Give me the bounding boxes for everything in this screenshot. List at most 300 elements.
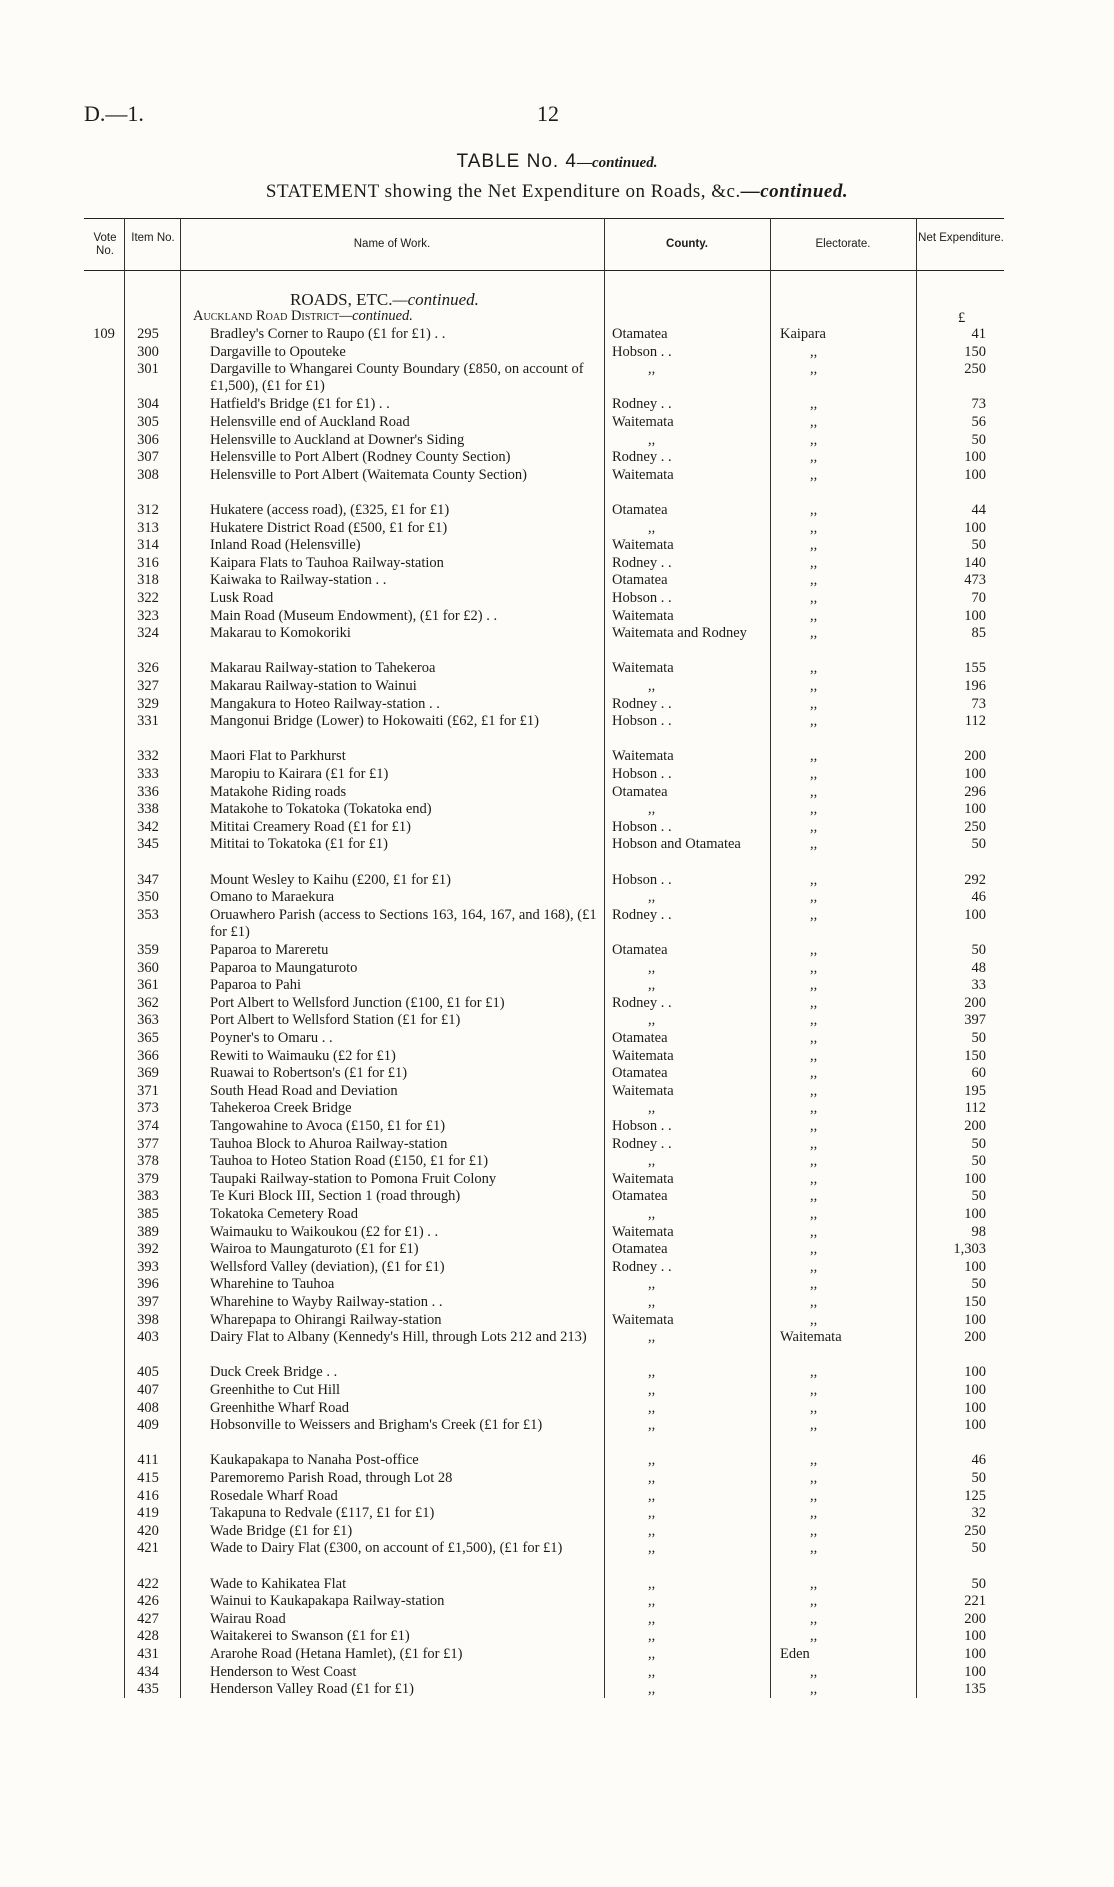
county-cell: Hobson . . xyxy=(612,343,672,360)
net-expenditure: 50 xyxy=(971,431,986,448)
electorate-cell: ,, xyxy=(810,1522,818,1539)
item-number: 427 xyxy=(137,1610,159,1627)
county-cell: ,, xyxy=(648,977,656,994)
electorate-cell: ,, xyxy=(810,1382,818,1398)
net-expenditure: 100 xyxy=(964,1646,986,1662)
item-number: 304 xyxy=(137,396,159,413)
electorate-cell: ,, xyxy=(810,766,818,782)
electorate-cell: ,, xyxy=(810,590,818,606)
work-name: Poyner's to Omaru . . xyxy=(210,1030,333,1046)
item-number: 383 xyxy=(137,1188,159,1205)
net-expenditure: 250 xyxy=(964,818,986,835)
net-expenditure: 56 xyxy=(971,414,986,430)
net-expenditure: 46 xyxy=(971,889,986,906)
net-expenditure: 125 xyxy=(964,1487,986,1504)
net-expenditure: 100 xyxy=(964,449,986,466)
net-expenditure: 155 xyxy=(964,660,986,677)
electorate-cell: ,, xyxy=(810,942,818,958)
net-expenditure: 50 xyxy=(971,537,986,554)
item-number: 405 xyxy=(137,1364,159,1381)
net-expenditure: 50 xyxy=(971,1188,986,1205)
document-reference: D.—1. xyxy=(84,101,144,126)
electorate-cell: ,, xyxy=(810,572,818,589)
item-number: 360 xyxy=(137,959,159,976)
work-name: Hukatere District Road (£500, £1 for £1) xyxy=(210,519,448,536)
electorate-cell: ,, xyxy=(810,1575,818,1592)
work-name: Makarau Railway-station to Tahekeroa xyxy=(210,660,436,677)
electorate-cell: ,, xyxy=(810,1118,818,1134)
work-name: Tauhoa to Hoteo Station Road (£150, £1 for £1) xyxy=(210,1153,489,1170)
county-cell: Otamatea xyxy=(612,1030,668,1046)
net-expenditure: 50 xyxy=(971,1470,986,1486)
work-name: Wharehine to Wayby Railway-station . . xyxy=(210,1294,443,1310)
county-cell: ,, xyxy=(648,1593,656,1610)
net-expenditure: 100 xyxy=(964,1311,986,1328)
work-name: Te Kuri Block III, Section 1 (road through) xyxy=(210,1188,461,1205)
electorate-cell: ,, xyxy=(810,1030,818,1046)
work-name: Dargaville to Opouteke xyxy=(210,343,346,360)
county-cell: Rodney . . xyxy=(612,994,672,1011)
work-name: Henderson Valley Road (£1 for £1) xyxy=(210,1681,414,1698)
item-number: 361 xyxy=(137,977,159,994)
electorate-cell: ,, xyxy=(810,1399,818,1416)
net-expenditure: 100 xyxy=(964,906,986,923)
electorate-cell: ,, xyxy=(810,414,818,430)
electorate-cell: ,, xyxy=(810,678,818,694)
net-expenditure: 221 xyxy=(964,1593,986,1610)
district-heading xyxy=(193,308,413,325)
work-name: Waimauku to Waikoukou (£2 for £1) . . xyxy=(210,1223,439,1240)
county-cell: Otamatea xyxy=(612,572,668,589)
electorate-cell: ,, xyxy=(810,1452,818,1469)
electorate-cell: Kaipara xyxy=(780,326,826,342)
work-name: Rosedale Wharf Road xyxy=(210,1487,338,1504)
net-expenditure: 100 xyxy=(964,1628,986,1645)
work-name: Helensville end of Auckland Road xyxy=(210,414,410,430)
item-number: 295 xyxy=(137,326,159,342)
electorate-cell: ,, xyxy=(810,818,818,835)
county-cell: Waitemata xyxy=(612,466,674,483)
county-cell: ,, xyxy=(648,1681,656,1698)
net-expenditure: 250 xyxy=(964,1522,986,1539)
net-expenditure: 100 xyxy=(964,766,986,782)
electorate-cell: ,, xyxy=(810,660,818,677)
header-electorate: Electorate. xyxy=(815,238,871,250)
electorate-cell: ,, xyxy=(810,1188,818,1205)
item-number: 362 xyxy=(137,994,159,1011)
county-cell: ,, xyxy=(648,959,656,976)
item-number: 393 xyxy=(137,1258,159,1275)
net-expenditure: 112 xyxy=(964,1100,986,1117)
county-cell: ,, xyxy=(648,1364,656,1381)
header-name: Name of Work. xyxy=(353,238,431,250)
item-number: 422 xyxy=(137,1575,159,1592)
net-expenditure: 100 xyxy=(964,1206,986,1222)
net-expenditure: 44 xyxy=(971,502,986,518)
item-number: 434 xyxy=(137,1663,159,1680)
header-vote: Vote No. xyxy=(93,232,117,257)
net-expenditure: 200 xyxy=(964,748,986,765)
electorate-cell: ,, xyxy=(810,1487,818,1504)
electorate-cell: ,, xyxy=(810,871,818,888)
item-number: 366 xyxy=(137,1047,159,1064)
county-cell: Otamatea xyxy=(612,1241,668,1258)
county-cell: ,, xyxy=(648,1153,656,1170)
electorate-cell: ,, xyxy=(810,1153,818,1170)
work-name: Lusk Road xyxy=(210,590,274,606)
header-county: County. xyxy=(666,238,708,250)
county-cell: Otamatea xyxy=(612,502,668,518)
net-expenditure: 50 xyxy=(971,1575,986,1592)
county-cell: ,, xyxy=(648,1470,656,1486)
work-name: Paparoa to Maungaturoto xyxy=(210,959,358,976)
item-number: 308 xyxy=(137,466,159,483)
item-number: 338 xyxy=(137,801,159,818)
work-name: Wairoa to Maungaturoto (£1 for £1) xyxy=(210,1241,419,1258)
item-number: 324 xyxy=(137,625,159,642)
work-name: Wairau Road xyxy=(210,1610,286,1627)
electorate-cell: ,, xyxy=(810,1417,818,1434)
item-number: 316 xyxy=(137,554,159,571)
work-name: Mangakura to Hoteo Railway-station . . xyxy=(210,695,440,712)
work-name: Helensville to Port Albert (Waitemata County Section) xyxy=(210,466,527,483)
work-name: Wellsford Valley (deviation), (£1 for £1) xyxy=(210,1258,445,1275)
net-expenditure: 100 xyxy=(964,1663,986,1680)
item-number: 313 xyxy=(137,519,159,536)
header-bottom-rule xyxy=(84,270,1004,271)
item-number: 411 xyxy=(137,1452,159,1469)
electorate-cell: ,, xyxy=(810,449,818,466)
county-cell: ,, xyxy=(648,678,656,694)
item-number: 374 xyxy=(137,1118,159,1134)
net-expenditure: 100 xyxy=(964,1258,986,1275)
county-cell: ,, xyxy=(648,1452,656,1469)
county-cell: ,, xyxy=(648,1399,656,1416)
net-expenditure: 150 xyxy=(964,1294,986,1310)
electorate-cell: ,, xyxy=(810,537,818,554)
county-cell: ,, xyxy=(648,1663,656,1680)
net-expenditure: 150 xyxy=(964,1047,986,1064)
item-number: 365 xyxy=(137,1030,159,1046)
electorate-cell: ,, xyxy=(810,1047,818,1064)
work-name: Ararohe Road (Hetana Hamlet), (£1 for £1) xyxy=(210,1646,463,1662)
net-expenditure: 33 xyxy=(971,977,986,994)
item-number: 306 xyxy=(137,431,159,448)
net-expenditure: 292 xyxy=(964,871,986,888)
item-number: 345 xyxy=(137,836,159,853)
item-number: 409 xyxy=(137,1417,159,1434)
county-cell: ,, xyxy=(648,1206,656,1222)
district-name: Auckland Road District xyxy=(193,308,340,324)
electorate-cell: ,, xyxy=(810,519,818,536)
statement-title xyxy=(0,181,1114,203)
item-number: 416 xyxy=(137,1487,159,1504)
electorate-cell: ,, xyxy=(810,1681,818,1698)
electorate-cell: ,, xyxy=(810,1628,818,1645)
county-cell: Waitemata xyxy=(612,660,674,677)
county-cell: ,, xyxy=(648,519,656,536)
work-name: Kaiwaka to Railway-station . . xyxy=(210,572,387,589)
column-divider-item xyxy=(180,218,181,1698)
work-name: Paparoa to Pahi xyxy=(210,977,302,994)
work-name: Takapuna to Redvale (£117, £1 for £1) xyxy=(210,1505,435,1522)
work-name: Kaipara Flats to Tauhoa Railway-station xyxy=(210,554,444,571)
vote-cell: 109 xyxy=(93,326,115,342)
county-cell: Waitemata xyxy=(612,1082,674,1099)
electorate-cell: ,, xyxy=(810,1258,818,1275)
electorate-cell: ,, xyxy=(810,748,818,765)
net-expenditure: 200 xyxy=(964,1329,986,1346)
work-name: Tokatoka Cemetery Road xyxy=(210,1206,358,1222)
item-number: 421 xyxy=(137,1540,159,1557)
county-cell: Otamatea xyxy=(612,1188,668,1205)
county-cell: ,, xyxy=(648,1522,656,1539)
page-number: 12 xyxy=(537,101,559,126)
net-expenditure: 50 xyxy=(971,942,986,958)
electorate-cell: ,, xyxy=(810,713,818,730)
net-expenditure: 150 xyxy=(964,343,986,360)
item-number: 318 xyxy=(137,572,159,589)
net-expenditure: 140 xyxy=(964,554,986,571)
statement-suffix: —continued. xyxy=(740,181,849,202)
net-expenditure: 112 xyxy=(964,713,986,730)
work-name: Helensville to Port Albert (Rodney County Section) xyxy=(210,449,511,466)
county-cell: ,, xyxy=(648,361,656,378)
item-number: 407 xyxy=(137,1382,159,1398)
item-number: 322 xyxy=(137,590,159,606)
electorate-cell: ,, xyxy=(810,1593,818,1610)
county-cell: Hobson . . xyxy=(612,871,672,888)
table-title xyxy=(0,151,1114,173)
work-name: Paremoremo Parish Road, through Lot 28 xyxy=(210,1470,453,1486)
item-number: 329 xyxy=(137,695,159,712)
work-name: Mititai to Tokatoka (£1 for £1) xyxy=(210,836,388,853)
electorate-cell: ,, xyxy=(810,1276,818,1293)
net-expenditure: 50 xyxy=(971,1276,986,1293)
electorate-cell: ,, xyxy=(810,977,818,994)
work-name: Port Albert to Wellsford Station (£1 for £1) xyxy=(210,1012,461,1029)
electorate-cell: ,, xyxy=(810,607,818,624)
work-name: Matakohe Riding roads xyxy=(210,783,347,800)
county-cell: Otamatea xyxy=(612,783,668,800)
county-cell: Waitemata xyxy=(612,1047,674,1064)
work-name: Maori Flat to Parkhurst xyxy=(210,748,346,765)
county-cell: Waitemata xyxy=(612,414,674,430)
item-number: 332 xyxy=(137,748,159,765)
item-number: 373 xyxy=(137,1100,159,1117)
electorate-cell: ,, xyxy=(810,1311,818,1328)
header-net: Net Expenditure. xyxy=(918,232,1004,244)
item-number: 396 xyxy=(137,1276,159,1293)
item-number: 398 xyxy=(137,1311,159,1328)
item-number: 415 xyxy=(137,1470,159,1486)
electorate-cell: ,, xyxy=(810,1170,818,1187)
work-name: Hukatere (access road), (£325, £1 for £1) xyxy=(210,502,450,518)
work-name: Tahekeroa Creek Bridge xyxy=(210,1100,352,1117)
county-cell: Hobson . . xyxy=(612,590,672,606)
net-expenditure: 473 xyxy=(964,572,986,589)
electorate-cell: ,, xyxy=(810,1206,818,1222)
electorate-cell: ,, xyxy=(810,1100,818,1117)
electorate-cell: ,, xyxy=(810,1065,818,1082)
work-name: Greenhithe Wharf Road xyxy=(210,1399,350,1416)
net-expenditure: 50 xyxy=(971,836,986,853)
net-expenditure: 70 xyxy=(971,590,986,606)
statement-text: STATEMENT showing the Net Expenditure on Roads, &c. xyxy=(265,181,741,202)
electorate-cell: ,, xyxy=(810,554,818,571)
county-cell: ,, xyxy=(648,431,656,448)
section-heading-text: ROADS, ETC. xyxy=(290,290,393,309)
electorate-cell: ,, xyxy=(810,906,818,923)
county-cell: Hobson . . xyxy=(612,766,672,782)
work-name: Tangowahine to Avoca (£150, £1 for £1) xyxy=(210,1118,446,1134)
work-name: Hatfield's Bridge (£1 for £1) . . xyxy=(210,396,390,413)
county-cell: Rodney . . xyxy=(612,554,672,571)
electorate-cell: ,, xyxy=(810,959,818,976)
electorate-cell: Waitemata xyxy=(780,1329,842,1346)
county-cell: Hobson and Otamatea xyxy=(612,836,741,853)
electorate-cell: ,, xyxy=(810,431,818,448)
item-number: 419 xyxy=(137,1505,159,1522)
electorate-cell: ,, xyxy=(810,396,818,413)
county-cell: ,, xyxy=(648,889,656,906)
electorate-cell: ,, xyxy=(810,1012,818,1029)
county-cell: Waitemata xyxy=(612,748,674,765)
work-name: Helensville to Auckland at Downer's Siding xyxy=(210,431,465,448)
county-cell: Waitemata and Rodney xyxy=(612,625,747,642)
net-expenditure: 100 xyxy=(964,1399,986,1416)
electorate-cell: ,, xyxy=(810,361,818,378)
item-number: 379 xyxy=(137,1170,159,1187)
county-cell: ,, xyxy=(648,1417,656,1434)
work-name: Tauhoa Block to Ahuroa Railway-station xyxy=(210,1135,448,1152)
item-number: 420 xyxy=(137,1522,159,1539)
item-number: 392 xyxy=(137,1241,159,1258)
net-expenditure: 100 xyxy=(964,1364,986,1381)
work-name: Wharehine to Tauhoa xyxy=(210,1276,335,1293)
net-expenditure: 200 xyxy=(964,1610,986,1627)
net-expenditure: 135 xyxy=(964,1681,986,1698)
item-number: 327 xyxy=(137,678,159,694)
county-cell: ,, xyxy=(648,1628,656,1645)
county-cell: Hobson . . xyxy=(612,818,672,835)
item-number: 300 xyxy=(137,343,159,360)
county-cell: Rodney . . xyxy=(612,906,672,923)
work-name: Ruawai to Robertson's (£1 for £1) xyxy=(210,1065,408,1082)
county-cell: ,, xyxy=(648,1012,656,1029)
electorate-cell: ,, xyxy=(810,466,818,483)
county-cell: Rodney . . xyxy=(612,449,672,466)
item-number: 369 xyxy=(137,1065,159,1082)
electorate-cell: ,, xyxy=(810,1241,818,1258)
item-number: 347 xyxy=(137,871,159,888)
work-name: Makarau to Komokoriki xyxy=(210,625,351,642)
work-name: Inland Road (Helensville) xyxy=(210,537,361,554)
county-cell: ,, xyxy=(648,1487,656,1504)
item-number: 333 xyxy=(137,766,159,782)
item-number: 385 xyxy=(137,1206,159,1222)
net-expenditure: 50 xyxy=(971,1540,986,1557)
work-name: Oruawhero Parish (access to Sections 163, 164, 167, and 168), (£1 for £1) xyxy=(210,906,597,940)
county-cell: Hobson . . xyxy=(612,1118,672,1134)
electorate-cell: ,, xyxy=(810,695,818,712)
net-expenditure: 50 xyxy=(971,1153,986,1170)
currency-symbol: £ xyxy=(958,310,966,326)
work-name: Dargaville to Whangarei County Boundary (£850, on account of £1,500), (£1 for £1) xyxy=(210,361,584,395)
item-number: 428 xyxy=(137,1628,159,1645)
net-expenditure: 397 xyxy=(964,1012,986,1029)
work-name: Maropiu to Kairara (£1 for £1) xyxy=(210,766,389,782)
county-cell: Otamatea xyxy=(612,326,668,342)
electorate-cell: ,, xyxy=(810,1082,818,1099)
county-cell: Rodney . . xyxy=(612,695,672,712)
item-number: 435 xyxy=(137,1681,159,1698)
county-cell: Waitemata xyxy=(612,607,674,624)
county-cell: Otamatea xyxy=(612,942,668,958)
work-name: Omano to Maraekura xyxy=(210,889,335,906)
county-cell: Waitemata xyxy=(612,1311,674,1328)
county-cell: ,, xyxy=(648,1276,656,1293)
work-name: Main Road (Museum Endowment), (£1 for £2) . . xyxy=(210,607,498,624)
item-number: 377 xyxy=(137,1135,159,1152)
electorate-cell: ,, xyxy=(810,1223,818,1240)
electorate-cell: ,, xyxy=(810,1135,818,1152)
work-name: Wharepapa to Ohirangi Railway-station xyxy=(210,1311,442,1328)
work-name: Dairy Flat to Albany (Kennedy's Hill, through Lots 212 and 213) xyxy=(210,1329,587,1346)
electorate-cell: ,, xyxy=(810,1663,818,1680)
net-expenditure: 100 xyxy=(964,801,986,818)
item-number: 326 xyxy=(137,660,159,677)
work-name: Kaukapakapa to Nanaha Post-office xyxy=(210,1452,419,1469)
item-number: 378 xyxy=(137,1153,159,1170)
table-top-rule xyxy=(84,218,1004,219)
county-cell: ,, xyxy=(648,1646,656,1662)
item-number: 305 xyxy=(137,414,159,430)
table-title-text: TABLE No. 4 xyxy=(456,151,578,172)
net-expenditure: 41 xyxy=(971,326,986,342)
net-expenditure: 60 xyxy=(971,1065,986,1082)
county-cell: Rodney . . xyxy=(612,1258,672,1275)
net-expenditure: 85 xyxy=(971,625,986,642)
table-title-suffix: —continued. xyxy=(577,155,658,171)
county-cell: Waitemata xyxy=(612,1170,674,1187)
column-divider-name xyxy=(604,218,605,1698)
net-expenditure: 200 xyxy=(964,1118,986,1134)
item-number: 323 xyxy=(137,607,159,624)
work-name: Greenhithe to Cut Hill xyxy=(210,1382,341,1398)
item-number: 431 xyxy=(137,1646,159,1662)
net-expenditure: 250 xyxy=(964,361,986,378)
net-expenditure: 100 xyxy=(964,519,986,536)
county-cell: Waitemata xyxy=(612,537,674,554)
work-name: Duck Creek Bridge . . xyxy=(210,1364,338,1381)
county-cell: Waitemata xyxy=(612,1223,674,1240)
electorate-cell: ,, xyxy=(810,502,818,518)
work-name: Taupaki Railway-station to Pomona Fruit Colony xyxy=(210,1170,497,1187)
county-cell: ,, xyxy=(648,1100,656,1117)
net-expenditure: 100 xyxy=(964,607,986,624)
item-number: 307 xyxy=(137,449,159,466)
net-expenditure: 32 xyxy=(971,1505,986,1522)
county-cell: ,, xyxy=(648,1610,656,1627)
county-cell: ,, xyxy=(648,1540,656,1557)
work-name: Bradley's Corner to Raupo (£1 for £1) . . xyxy=(210,326,446,342)
county-cell: Hobson . . xyxy=(612,713,672,730)
section-heading xyxy=(290,290,479,310)
work-name: Rewiti to Waimauku (£2 for £1) xyxy=(210,1047,396,1064)
net-expenditure: 73 xyxy=(971,396,986,413)
net-expenditure: 196 xyxy=(964,678,986,694)
